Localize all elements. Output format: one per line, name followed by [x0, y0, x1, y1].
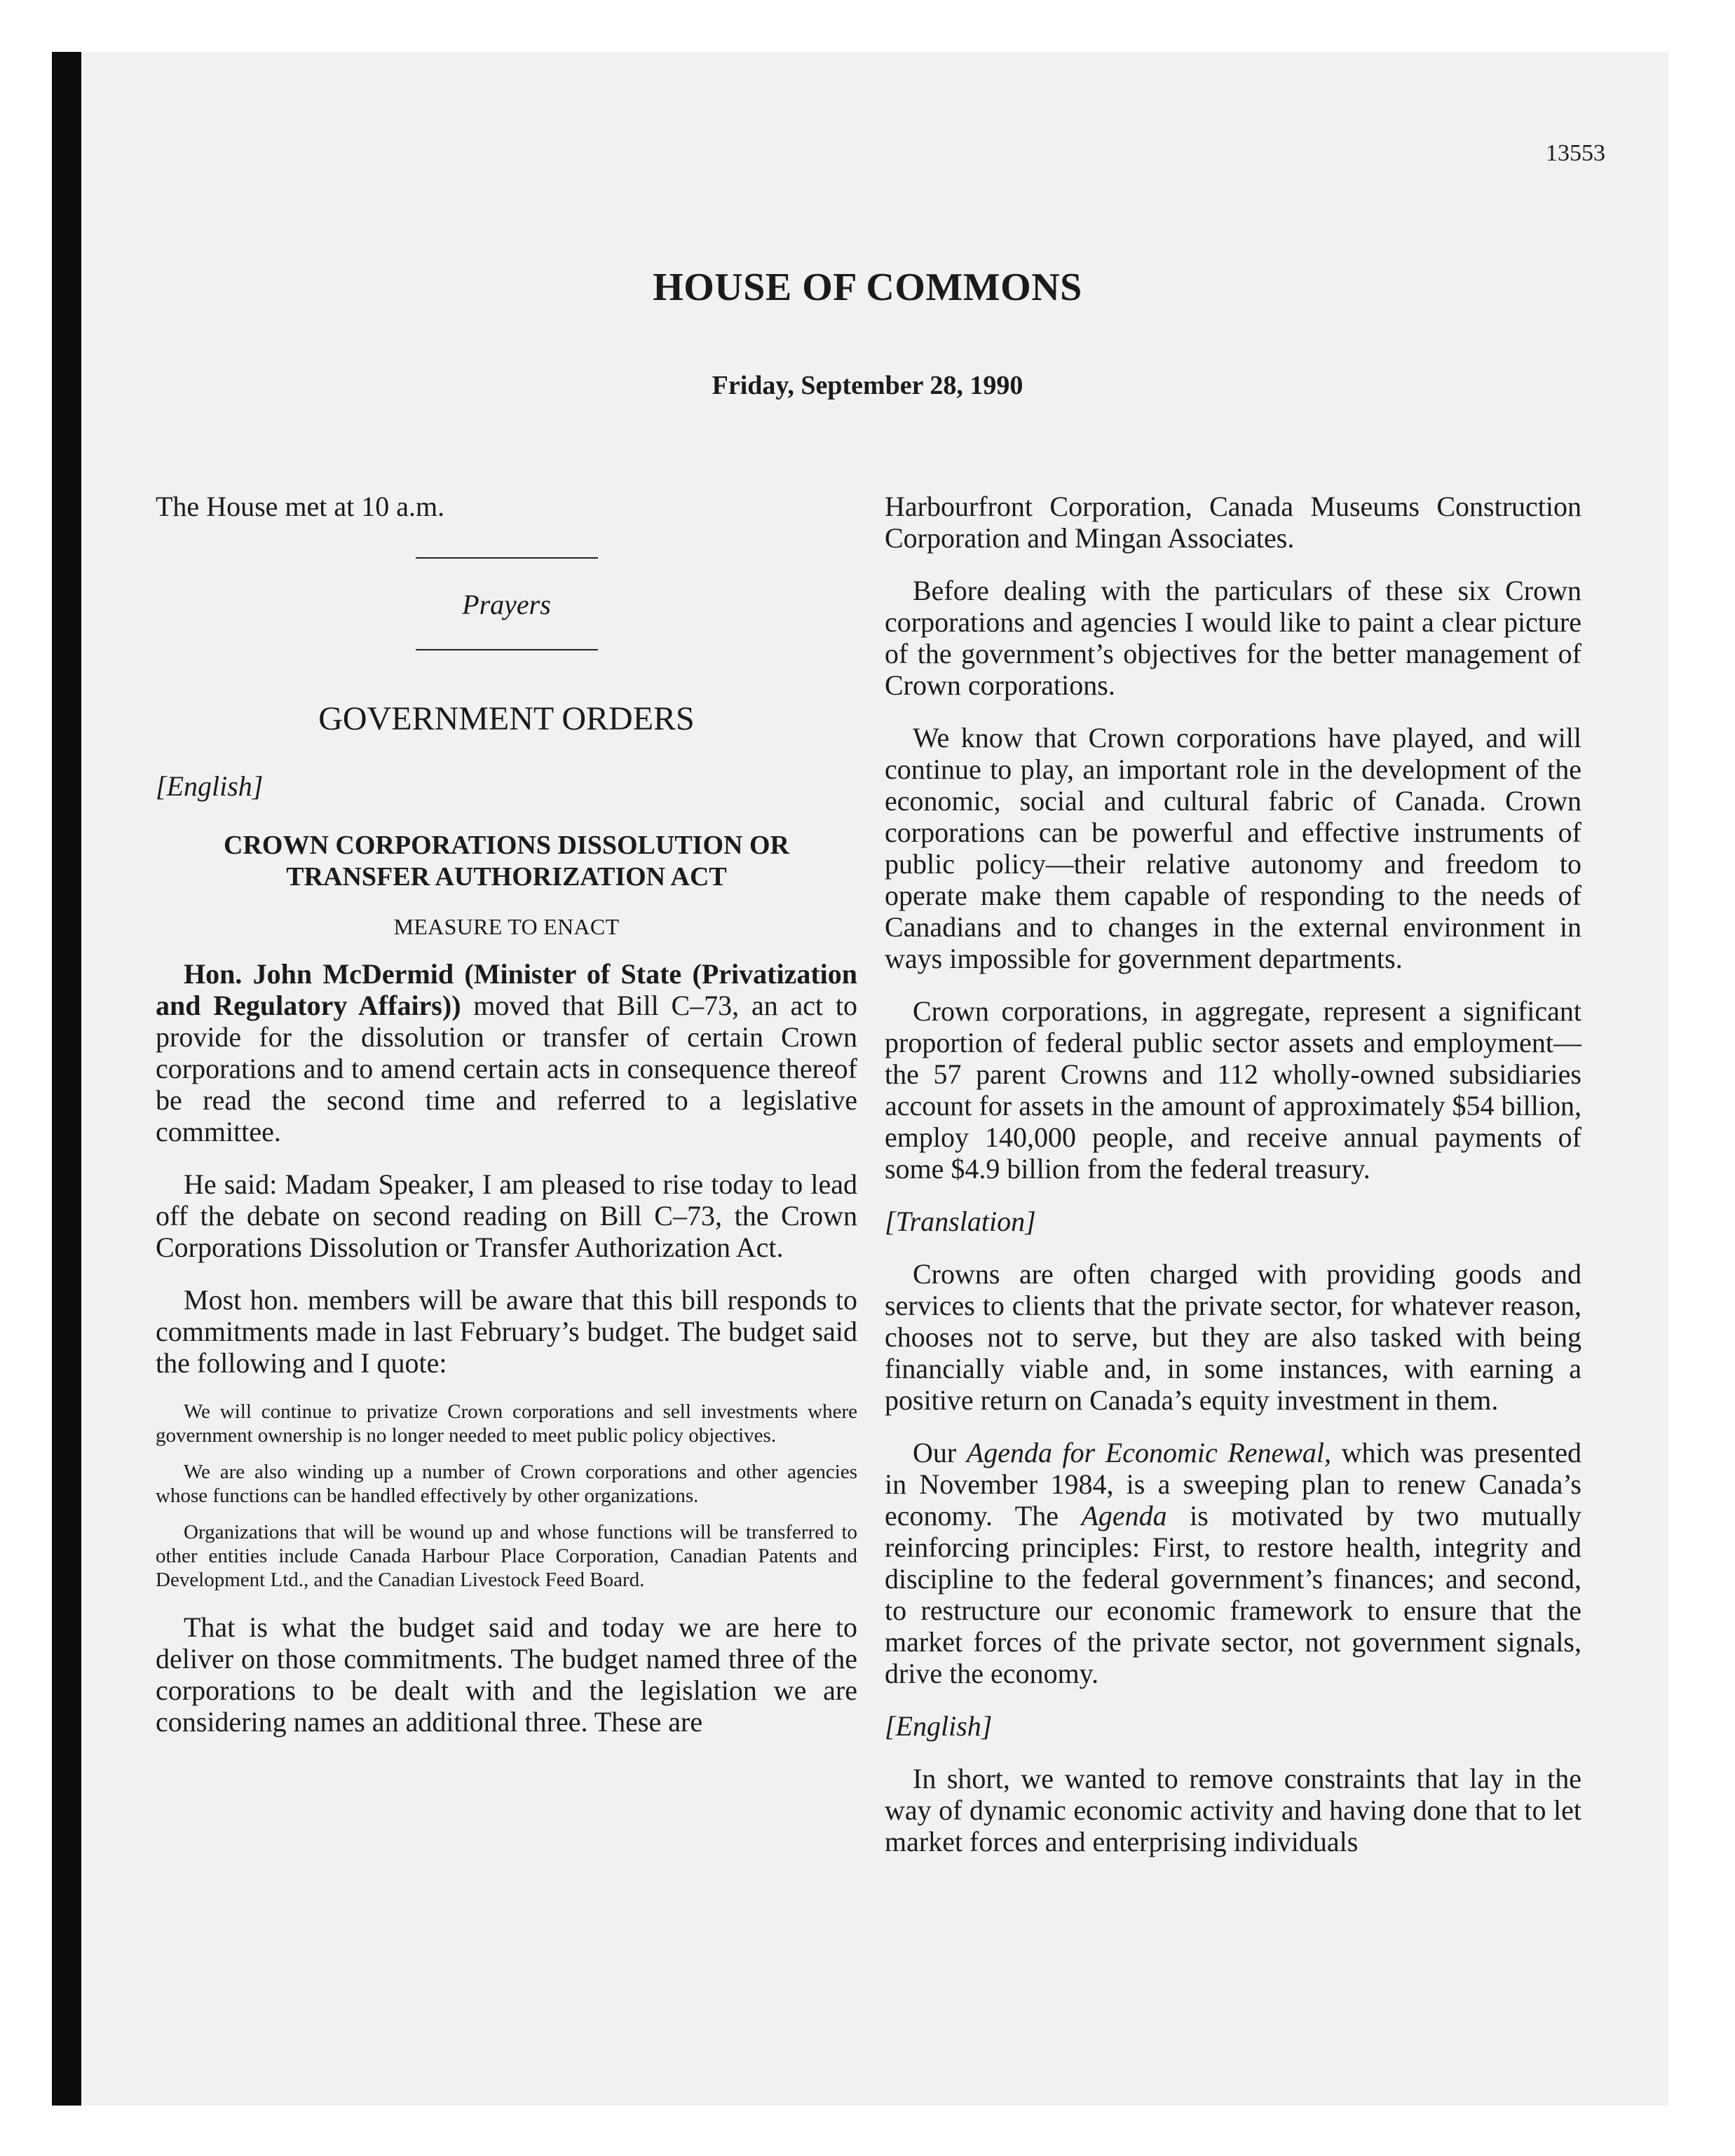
paragraph: Before dealing with the particulars of these six Crown corporations and agencies I would like to paint a clear picture of the government’s objectives for the better management of Crown corporations.: [885, 575, 1581, 701]
paragraph: Most hon. members will be aware that this bill responds to commitments made in last February’s budget. The budget said the following and I quote:: [156, 1284, 857, 1379]
binding-edge: [52, 52, 81, 2106]
bill-title-line: TRANSFER AUTHORIZATION ACT: [286, 862, 727, 892]
paragraph-text: Our: [913, 1437, 967, 1468]
house-met-line: The House met at 10 a.m.: [156, 491, 445, 522]
sitting-date: Friday, September 28, 1990: [712, 371, 1023, 400]
page-title: HOUSE OF COMMONS: [653, 266, 1082, 309]
paragraph: Harbourfront Corporation, Canada Museums Construction Corporation and Mingan Associates.: [885, 491, 1581, 554]
page-number: 13553: [1546, 140, 1605, 166]
paragraph: [156, 958, 857, 1147]
bill-title-line: CROWN CORPORATIONS DISSOLUTION OR: [224, 831, 789, 860]
paragraph: Crown corporations, in aggregate, represent a significant proportion of federal public sector assets and employment—the 57 parent Crowns and 112 wholly-owned subsidiaries account for assets in the amount of approximately $54 billion, employ 140,000 people, and receive annual payments of some $4.9 billion from the federal treasury.: [885, 995, 1581, 1185]
paragraph: In short, we wanted to remove constraints that lay in the way of dynamic economic activity and having done that to let market forces and enterprising individuals: [885, 1763, 1581, 1857]
paragraph-text: which was presented in November 1984, is a sweeping plan to renew Canada’s economy. The: [885, 1437, 1581, 1531]
language-tag: [English]: [156, 770, 264, 802]
paragraph-text: moved that Bill C–73, an act to provide for the dissolution or transfer of certain Crown corporations and to amend certain acts in consequence thereof be read the second time and referred to a legislative committee.: [156, 990, 857, 1147]
paragraph: That is what the budget said and today we are here to deliver on those commitments. The budget named three of the corporations to be dealt with and the legislation we are considering names an additional three. These are: [156, 1611, 857, 1738]
left-column: [156, 491, 857, 1759]
budget-quote: [156, 1400, 857, 1592]
right-column: [885, 491, 1581, 1878]
paragraph: Crowns are often charged with providing goods and services to clients that the private sector, for whatever reason, chooses not to serve, but they are also tasked with being financially viable and, in some instances, with earning a positive return on Canada’s equity investment in them.: [885, 1258, 1581, 1416]
paragraph: [885, 1437, 1581, 1689]
agenda-title: Agenda: [1081, 1500, 1167, 1531]
bill-title: [156, 830, 857, 893]
divider-rule: [416, 557, 598, 559]
quote-paragraph: We are also winding up a number of Crown corporations and other agencies whose functions can be handled effectively by other organizations.: [156, 1461, 857, 1507]
agenda-title: Agenda for Economic Renewal,: [966, 1437, 1332, 1468]
paragraph: He said: Madam Speaker, I am pleased to rise today to lead off the debate on second reading on Bill C–73, the Crown Corporations Dissolution or Transfer Authorization Act.: [156, 1168, 857, 1263]
paragraph: We know that Crown corporations have played, and will continue to play, an important role in the development of the economic, social and cultural fabric of Canada. Crown corporations can be powerful and effective instruments of public policy—their relative autonomy and freedom to operate make them capable of responding to the needs of Canadians and to changes in the external environment in ways impossible for government departments.: [885, 722, 1581, 974]
prayers-label: Prayers: [462, 589, 551, 620]
language-tag: [Translation]: [885, 1206, 1036, 1237]
quote-paragraph: Organizations that will be wound up and whose functions will be transferred to other entities include Canada Harbour Place Corporation, Canadian Patents and Development Ltd., and the Canadian Livestock Feed Board.: [156, 1521, 857, 1591]
speaker-name: Hon. John McDermid (Minister of State (Privatization and Regulatory Affairs)): [156, 958, 857, 1021]
paragraph-text: is motivated by two mutually reinforcing principles: First, to restore health, integrity and discipline to the federal government’s finances; and second, to restructure our economic framework to ensure that the market forces of the private sector, not government signals, drive the economy.: [885, 1500, 1581, 1689]
divider-rule: [416, 649, 598, 650]
measure-label: MEASURE TO ENACT: [393, 914, 620, 939]
quote-paragraph: We will continue to privatize Crown corporations and sell investments where government ownership is no longer needed to meet public policy objectives.: [156, 1400, 857, 1447]
language-tag: [English]: [885, 1710, 993, 1742]
section-heading: GOVERNMENT ORDERS: [318, 700, 695, 737]
